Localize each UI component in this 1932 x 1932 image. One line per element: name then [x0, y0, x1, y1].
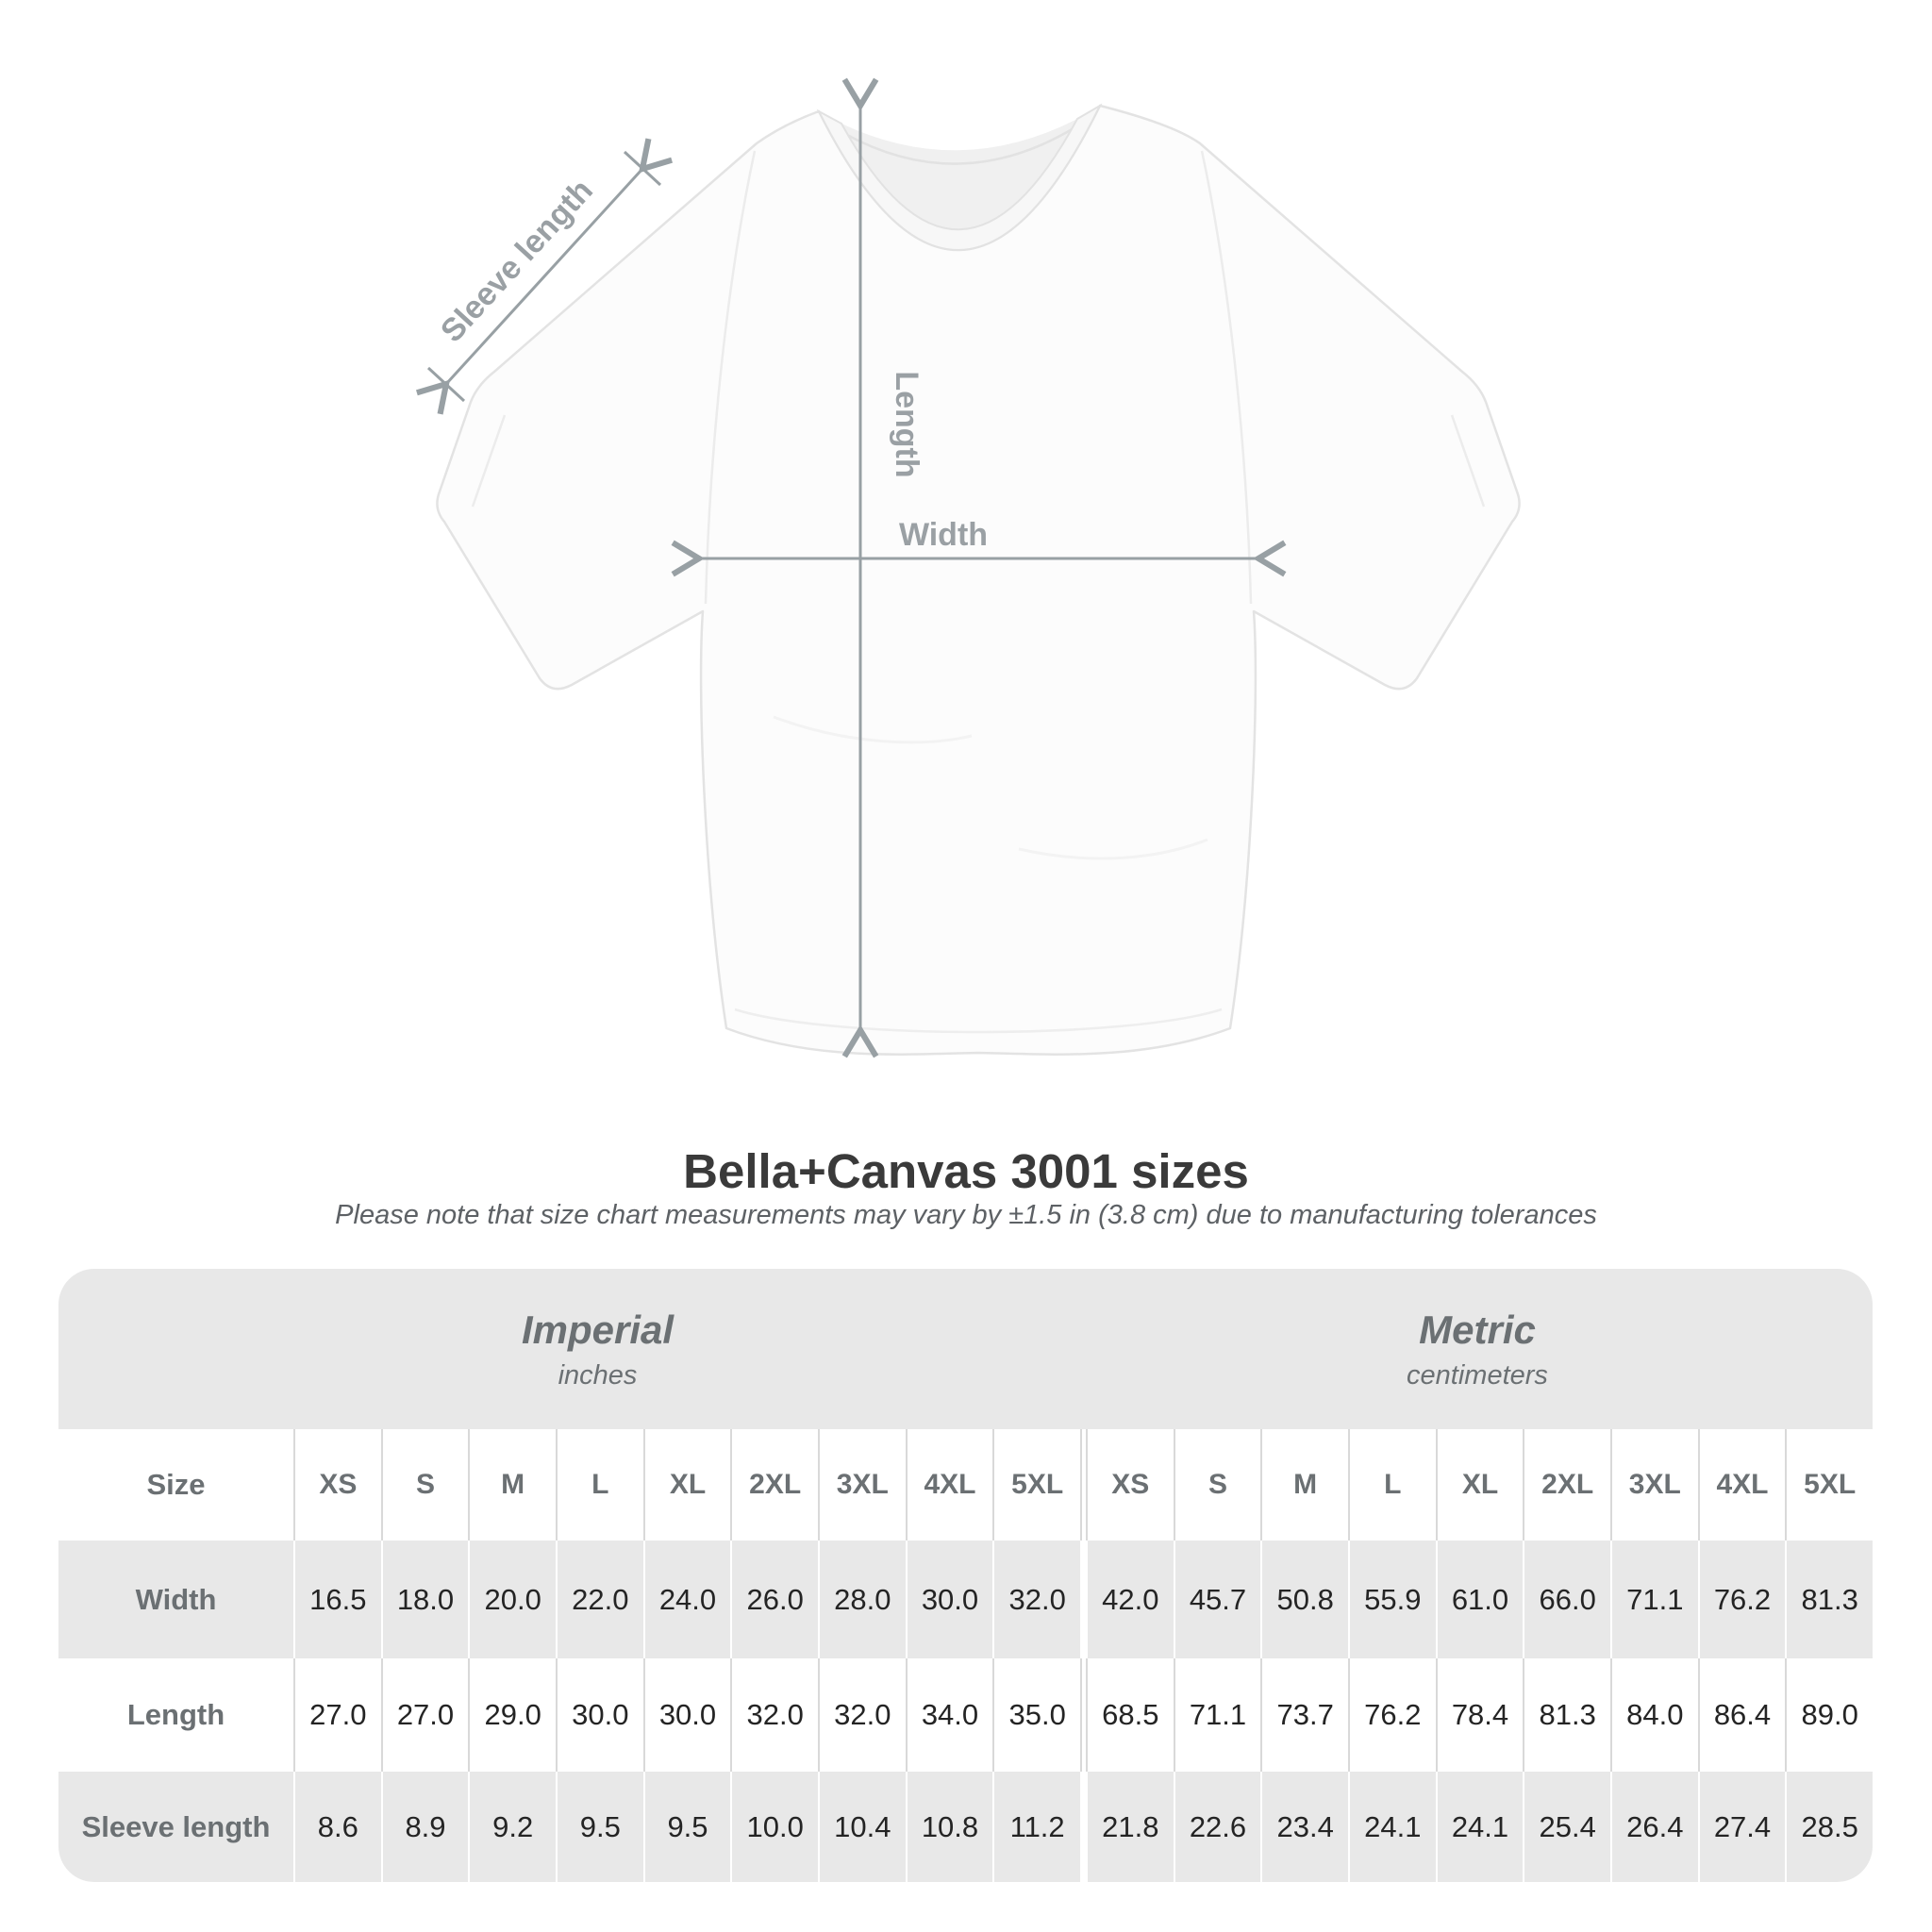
size-col-header: 3XL	[1610, 1429, 1698, 1541]
value-cell: 68.5	[1086, 1658, 1174, 1772]
value-cell: 18.0	[381, 1541, 469, 1658]
value-cell: 27.4	[1698, 1772, 1786, 1882]
value-cell: 27.0	[381, 1658, 469, 1772]
size-col-header: 4XL	[906, 1429, 993, 1541]
value-cell: 32.0	[730, 1658, 818, 1772]
size-col-header: S	[381, 1429, 469, 1541]
size-col-header: 3XL	[818, 1429, 906, 1541]
size-row-label: Size	[146, 1468, 206, 1501]
length-row	[58, 1658, 1873, 1772]
size-col-header: XS	[293, 1429, 381, 1541]
size-col-header: XL	[1436, 1429, 1524, 1541]
value-cell: 81.3	[1785, 1541, 1873, 1658]
value-cell: 30.0	[643, 1658, 731, 1772]
value-cell: 20.0	[468, 1541, 556, 1658]
sleeve-length-row	[58, 1772, 1873, 1882]
metric-unit: centimeters	[1407, 1359, 1548, 1391]
value-cell: 71.1	[1174, 1658, 1261, 1772]
value-cell: 84.0	[1610, 1658, 1698, 1772]
value-cell: 35.0	[992, 1658, 1080, 1772]
row-label: Length	[126, 1698, 225, 1731]
value-cell: 30.0	[556, 1658, 643, 1772]
length-label: Length	[889, 371, 924, 478]
value-cell: 22.0	[556, 1541, 643, 1658]
value-cell: 55.9	[1348, 1541, 1436, 1658]
value-cell: 25.4	[1523, 1772, 1610, 1882]
width-label: Width	[898, 517, 989, 553]
value-cell: 50.8	[1260, 1541, 1348, 1658]
size-col-header: L	[1348, 1429, 1436, 1541]
unit-header-band	[58, 1269, 1873, 1429]
value-cell: 42.0	[1086, 1541, 1174, 1658]
value-cell: 71.1	[1610, 1541, 1698, 1658]
tshirt-illustration	[437, 106, 1519, 1055]
value-cell: 23.4	[1260, 1772, 1348, 1882]
value-cell: 81.3	[1523, 1658, 1610, 1772]
value-cell: 11.2	[992, 1772, 1080, 1882]
value-cell: 86.4	[1698, 1658, 1786, 1772]
value-cell: 26.0	[730, 1541, 818, 1658]
size-col-header: M	[1260, 1429, 1348, 1541]
value-cell: 76.2	[1348, 1658, 1436, 1772]
value-cell: 28.5	[1785, 1772, 1873, 1882]
value-cell: 9.5	[643, 1772, 731, 1882]
value-cell: 16.5	[293, 1541, 381, 1658]
size-header-row	[58, 1429, 1873, 1541]
size-table	[58, 1269, 1873, 1882]
imperial-header	[58, 1269, 1082, 1429]
value-cell: 76.2	[1698, 1541, 1786, 1658]
value-cell: 30.0	[906, 1541, 993, 1658]
value-cell: 45.7	[1174, 1541, 1261, 1658]
value-cell: 61.0	[1436, 1541, 1524, 1658]
size-col-header: 5XL	[992, 1429, 1080, 1541]
value-cell: 26.4	[1610, 1772, 1698, 1882]
value-cell: 24.1	[1436, 1772, 1524, 1882]
row-label: Width	[135, 1582, 217, 1616]
value-cell: 27.0	[293, 1658, 381, 1772]
size-col-header: S	[1174, 1429, 1261, 1541]
size-col-header: L	[556, 1429, 643, 1541]
value-cell: 22.6	[1174, 1772, 1261, 1882]
value-cell: 10.8	[906, 1772, 993, 1882]
value-cell: 9.2	[468, 1772, 556, 1882]
size-col-header: 5XL	[1785, 1429, 1873, 1541]
sleeve-length-label: Sleeve length	[433, 172, 600, 350]
imperial-unit: inches	[558, 1359, 638, 1391]
metric-label: Metric	[1419, 1307, 1536, 1352]
value-cell: 10.0	[730, 1772, 818, 1882]
value-cell: 32.0	[818, 1658, 906, 1772]
page-title: Bella+Canvas 3001 sizes	[683, 1144, 1249, 1198]
size-col-header: 2XL	[1523, 1429, 1610, 1541]
value-cell: 8.6	[293, 1772, 381, 1882]
value-cell: 32.0	[992, 1541, 1080, 1658]
width-row	[58, 1541, 1873, 1658]
tolerance-note: Please note that size chart measurements may vary by ±1.5 in (3.8 cm) due to manufacturing tolerances	[335, 1200, 1597, 1230]
value-cell: 8.9	[381, 1772, 469, 1882]
value-cell: 21.8	[1086, 1772, 1174, 1882]
metric-header	[1082, 1269, 1873, 1429]
size-col-header: XL	[643, 1429, 731, 1541]
value-cell: 10.4	[818, 1772, 906, 1882]
value-cell: 34.0	[906, 1658, 993, 1772]
value-cell: 66.0	[1523, 1541, 1610, 1658]
imperial-label: Imperial	[521, 1307, 675, 1352]
row-label: Sleeve length	[81, 1809, 271, 1843]
value-cell: 28.0	[818, 1541, 906, 1658]
value-cell: 9.5	[556, 1772, 643, 1882]
size-col-header: M	[468, 1429, 556, 1541]
size-col-header: XS	[1086, 1429, 1174, 1541]
value-cell: 24.0	[643, 1541, 731, 1658]
value-cell: 78.4	[1436, 1658, 1524, 1772]
value-cell: 73.7	[1260, 1658, 1348, 1772]
value-cell: 24.1	[1348, 1772, 1436, 1882]
value-cell: 29.0	[468, 1658, 556, 1772]
value-cell: 89.0	[1785, 1658, 1873, 1772]
size-col-header: 4XL	[1698, 1429, 1786, 1541]
size-col-header: 2XL	[730, 1429, 818, 1541]
